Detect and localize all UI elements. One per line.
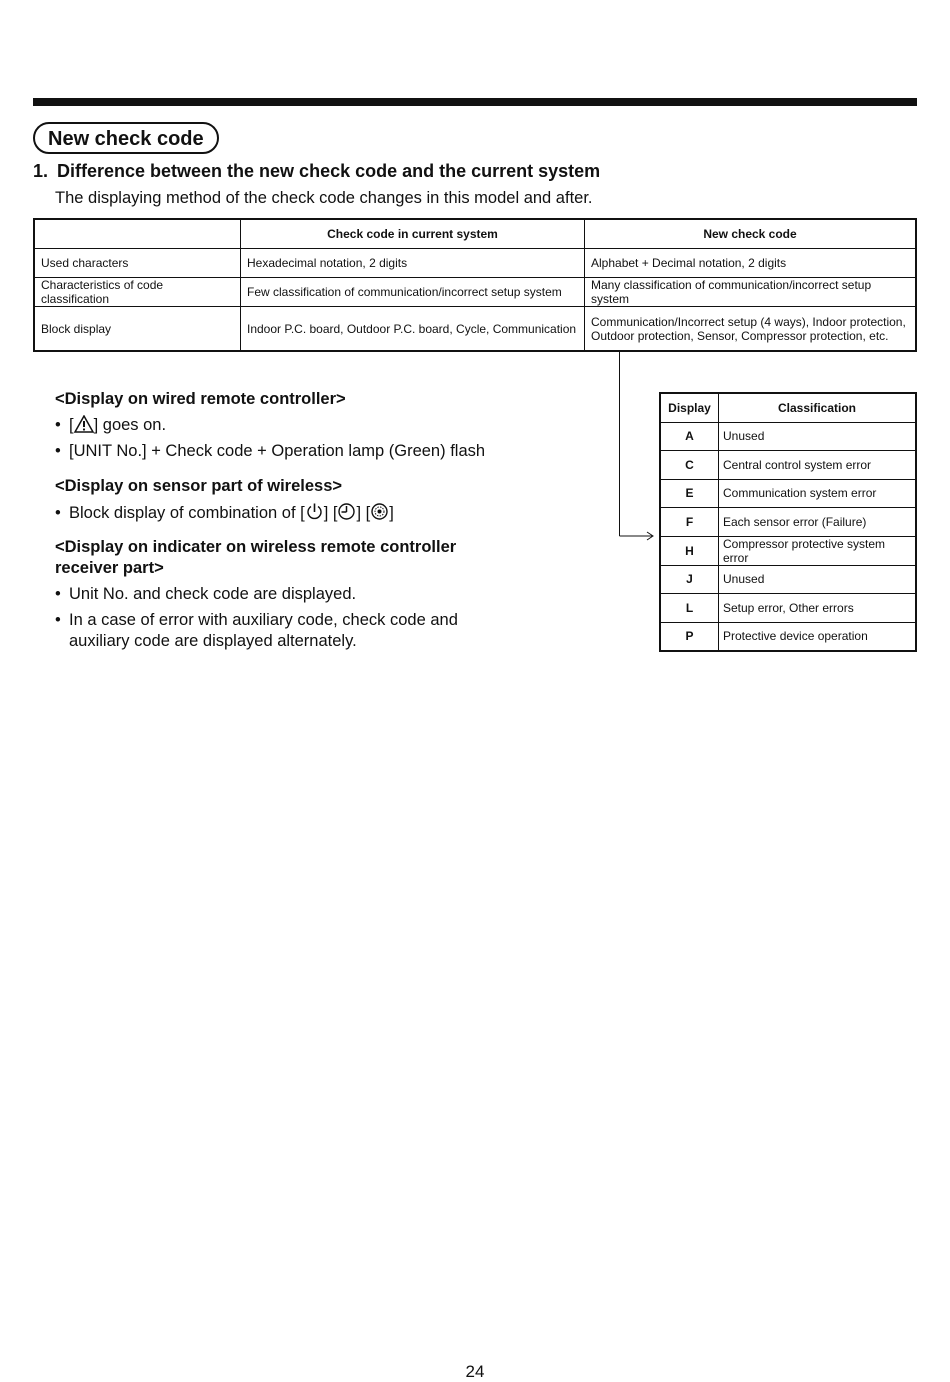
classification-text: Unused [719, 565, 917, 594]
table-row [660, 594, 916, 623]
page-heading [33, 161, 600, 182]
table-row [660, 536, 916, 565]
table-cell: Hexadecimal notation, 2 digits [241, 249, 585, 278]
display-code: E [660, 479, 719, 508]
table-cell: Alphabet + Decimal notation, 2 digits [585, 249, 917, 278]
bullet-text-close: ] goes on. [93, 416, 167, 434]
classification-text: Unused [719, 422, 917, 451]
table-header-cell: Check code in current system [241, 219, 585, 249]
display-code: F [660, 508, 719, 537]
bullet-dot: • [55, 504, 61, 522]
bullet-item [55, 610, 458, 652]
display-code: H [660, 536, 719, 565]
bullet-dot: • [55, 442, 61, 460]
timer-icon [337, 502, 356, 527]
display-code: P [660, 622, 719, 651]
classification-text: Communication system error [719, 479, 917, 508]
connector-arrow [618, 352, 658, 542]
bullet-separator: ] [ [323, 504, 338, 522]
display-code: L [660, 594, 719, 623]
bullet-item [55, 441, 485, 462]
table-cell: Many classification of communication/incorrect setup system [585, 278, 917, 307]
table-row [660, 622, 916, 651]
warning-triangle-icon [74, 415, 94, 439]
bullet-text: In a case of error with auxiliary code, check code and [69, 611, 458, 629]
bullet-text-open: [ [69, 416, 74, 434]
table-row [34, 249, 916, 278]
table-header-cell: New check code [585, 219, 917, 249]
table-header-cell [34, 219, 241, 249]
sensor-section-title: <Display on sensor part of wireless> [55, 477, 343, 495]
indicator-section-title [55, 537, 456, 579]
bullet-separator: ] [ [356, 504, 371, 522]
bullet-text-close: ] [389, 504, 394, 522]
classification-text: Setup error, Other errors [719, 594, 917, 623]
bullet-item [55, 584, 356, 605]
classification-text: Each sensor error (Failure) [719, 508, 917, 537]
display-code: C [660, 451, 719, 480]
table-row [660, 565, 916, 594]
display-code: A [660, 422, 719, 451]
table-row [660, 422, 916, 451]
cell-line: Outdoor protection, Sensor, Compressor protection, etc. [591, 328, 889, 343]
bullet-item [55, 415, 166, 439]
table-header-cell: Classification [719, 393, 917, 422]
cell-line: Communication/Incorrect setup (4 ways), Indoor protection, [591, 314, 906, 329]
bullet-text: Block display of combination of [ [69, 504, 305, 522]
title-line: <Display on indicater on wireless remote controller [55, 538, 457, 556]
bullet-text: auxiliary code are displayed alternately. [69, 632, 357, 650]
section-label: New check code [33, 122, 219, 154]
intro-text: The displaying method of the check code changes in this model and after. [55, 189, 593, 207]
operation-icon [370, 502, 389, 527]
classification-table [659, 392, 917, 652]
table-cell: Used characters [34, 249, 241, 278]
page-number: 24 [465, 1362, 485, 1381]
bullet-text: Unit No. and check code are displayed. [69, 585, 357, 603]
bullet-dot: • [55, 416, 61, 434]
table-header-row [34, 219, 916, 249]
display-code: J [660, 565, 719, 594]
table-cell: Block display [34, 307, 241, 352]
table-cell: Indoor P.C. board, Outdoor P.C. board, Cycle, Communication [241, 307, 585, 352]
table-row [34, 307, 916, 352]
table-cell: Few classification of communication/incorrect setup system [241, 278, 585, 307]
heading-text: Difference between the new check code and the current system [57, 161, 601, 181]
bullet-text: [UNIT No.] + Check code + Operation lamp (Green) flash [69, 442, 486, 460]
classification-text: Compressor protective system error [719, 536, 917, 565]
comparison-table [33, 218, 917, 352]
classification-text: Protective device operation [719, 622, 917, 651]
top-rule [33, 98, 917, 106]
bullet-dot: • [55, 585, 61, 603]
title-line: receiver part> [55, 559, 164, 577]
table-row [660, 451, 916, 480]
table-row [34, 278, 916, 307]
table-cell: Characteristics of code classification [34, 278, 241, 307]
wired-section-title: <Display on wired remote controller> [55, 390, 346, 408]
table-row [660, 508, 916, 537]
table-header-row [660, 393, 916, 422]
bullet-dot: • [55, 611, 61, 629]
classification-text: Central control system error [719, 451, 917, 480]
power-icon [305, 502, 324, 527]
table-header-cell: Display [660, 393, 719, 422]
table-row [660, 479, 916, 508]
table-cell [585, 307, 917, 352]
bullet-item [55, 502, 394, 527]
heading-number: 1. [33, 161, 49, 181]
